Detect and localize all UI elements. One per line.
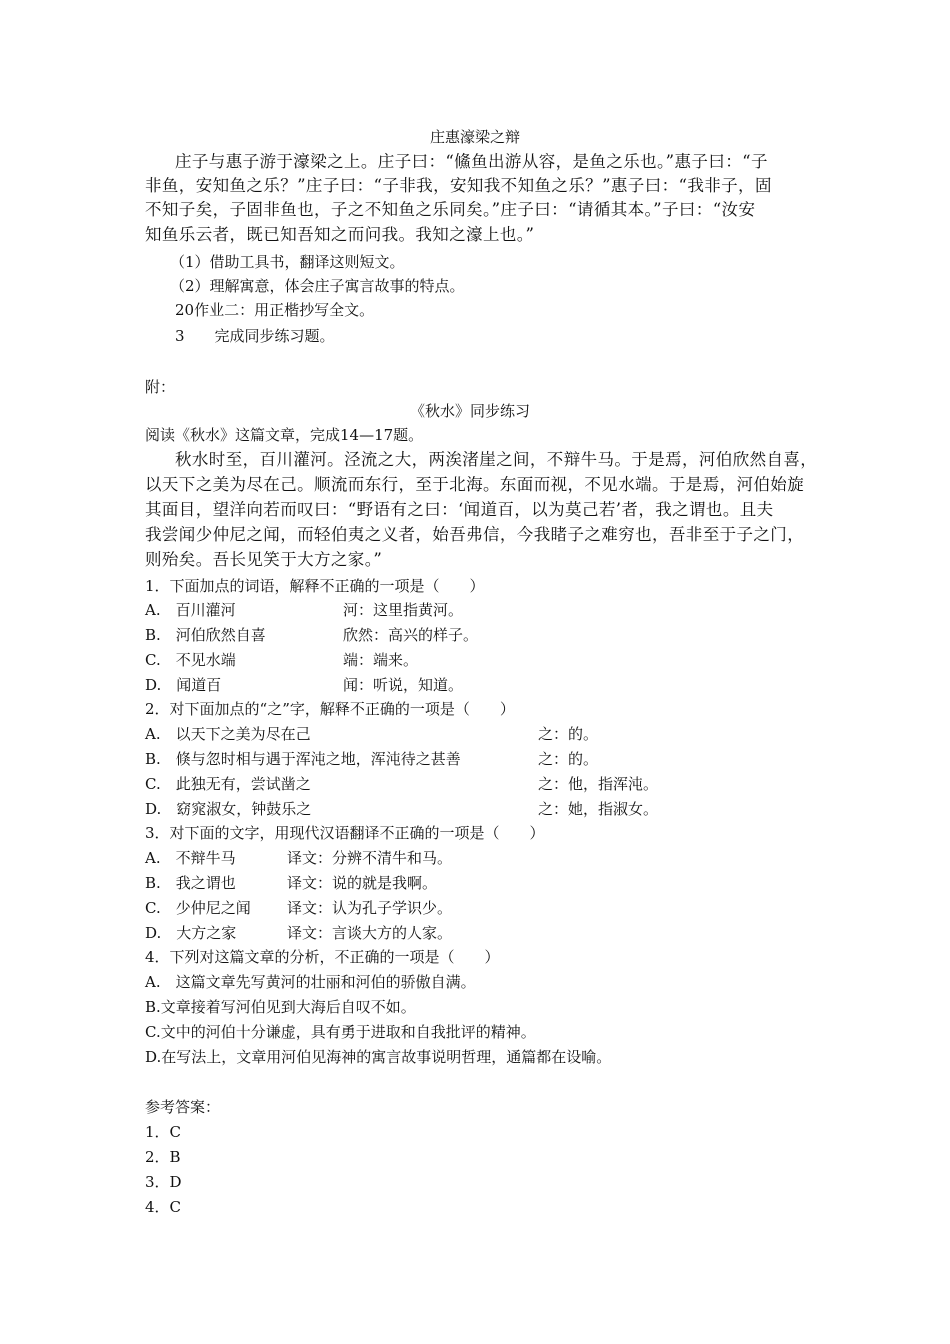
q2-option-d-explain: 之：她，指淑女。 [538, 800, 659, 818]
q2-option-c: C. 此独无有，尝试凿之 [145, 775, 311, 793]
question-4-stem: 4．下列对这篇文章的分析，不正确的一项是（ ） [145, 948, 500, 966]
q1-option-a-explain: 河：这里指黄河。 [343, 601, 464, 619]
q4-option-c: C.文中的河伯十分谦虚，具有勇于进取和自我批评的精神。 [145, 1023, 536, 1041]
appendix-label: 附： [145, 378, 176, 396]
passage1-line: 非鱼，安知鱼之乐？”庄子曰：“子非我，安知我不知鱼之乐？”惠子曰：“我非子，固 [145, 176, 772, 195]
q2-option-b: B. 倏与忽时相与遇于浑沌之地，浑沌待之甚善 [145, 750, 461, 768]
answer-item: 4．C [145, 1198, 182, 1216]
passage2-line: 秋水时至，百川灌河。泾流之大，两涘渚崖之间，不辩牛马。于是焉，河伯欣然自喜， [175, 450, 818, 469]
q3-option-c-translation: 译文：认为孔子学识少。 [287, 899, 453, 917]
q1-option-b-explain: 欣然：高兴的样子。 [343, 626, 479, 644]
q3-option-b-translation: 译文：说的就是我啊。 [287, 874, 438, 892]
passage1-line: 庄子与惠子游于濠梁之上。庄子曰：“鯈鱼出游从容，是鱼之乐也。”惠子曰：“子 [175, 152, 768, 171]
passage2-line: 以天下之美为尽在己。顺流而东行，至于北海。东面而视，不见水端。于是焉，河伯始旋 [145, 475, 805, 494]
q1-option-c-explain: 端：端来。 [343, 651, 419, 669]
question-2-stem: 2．对下面加点的“之”字，解释不正确的一项是（ ） [145, 700, 515, 718]
passage1-line: 不知子矣，子固非鱼也，子之不知鱼之乐同矣。”庄子曰：“请循其本。”子曰：“汝安 [145, 200, 756, 219]
q2-option-a: A. 以天下之美为尽在己 [145, 725, 311, 743]
answers-label: 参考答案： [145, 1098, 221, 1116]
answer-item: 1．C [145, 1123, 182, 1141]
q3-option-a: A. 不辩牛马 [145, 849, 236, 867]
q3-option-c: C. 少仲尼之闻 [145, 899, 251, 917]
q2-option-b-explain: 之：的。 [538, 750, 599, 768]
q1-option-d-explain: 闻：听说，知道。 [343, 676, 464, 694]
q1-option-c: C. 不见水端 [145, 651, 236, 669]
passage2-line: 其面目，望洋向若而叹曰：“野语有之曰：‘闻道百，以为莫己若’者，我之谓也。且夫 [145, 500, 774, 519]
q4-option-b: B.文章接着写河伯见到大海后自叹不如。 [145, 998, 416, 1016]
answer-item: 2．B [145, 1148, 181, 1166]
task-item: （2）理解寓意，体会庄子寓言故事的特点。 [170, 277, 465, 295]
task-item: （1）借助工具书，翻译这则短文。 [170, 253, 405, 271]
passage2-line: 则殆矣。吾长见笑于大方之家。” [145, 550, 383, 569]
task-item: 20作业二：用正楷抄写全文。 [175, 301, 375, 319]
question-3-stem: 3．对下面的文字，用现代汉语翻译不正确的一项是（ ） [145, 824, 545, 842]
q3-option-b: B. 我之谓也 [145, 874, 236, 892]
q2-option-a-explain: 之：的。 [538, 725, 599, 743]
q2-option-c-explain: 之：他，指浑沌。 [538, 775, 659, 793]
q3-option-d-translation: 译文：言谈大方的人家。 [287, 924, 453, 942]
question-1-stem: 1．下面加点的词语，解释不正确的一项是（ ） [145, 577, 485, 595]
q3-option-d: D. 大方之家 [145, 924, 237, 942]
q1-option-b: B. 河伯欣然自喜 [145, 626, 266, 644]
title-qiushui: 《秋水》同步练习 [409, 402, 530, 420]
q3-option-a-translation: 译文：分辨不清牛和马。 [287, 849, 453, 867]
title-zhuanghui: 庄惠濠梁之辩 [429, 128, 520, 146]
task-item: 3 完成同步练习题。 [175, 327, 335, 345]
q4-option-a: A. 这篇文章先写黄河的壮丽和河伯的骄傲自满。 [145, 973, 476, 991]
passage2-line: 我尝闻少仲尼之闻，而轻伯夷之义者，始吾弗信，今我睹子之难穷也，吾非至于子之门， [145, 525, 805, 544]
q2-option-d: D. 窈窕淑女，钟鼓乐之 [145, 800, 312, 818]
answer-item: 3．D [145, 1173, 182, 1191]
q1-option-a: A. 百川灌河 [145, 601, 236, 619]
passage1-line: 知鱼乐云者，既已知吾知之而问我。我知之濠上也。” [145, 225, 535, 244]
reading-intro: 阅读《秋水》这篇文章，完成14—17题。 [145, 426, 424, 444]
q4-option-d: D.在写法上，文章用河伯见海神的寓言故事说明哲理，通篇都在设喻。 [145, 1048, 612, 1066]
q1-option-d: D. 闻道百 [145, 676, 222, 694]
